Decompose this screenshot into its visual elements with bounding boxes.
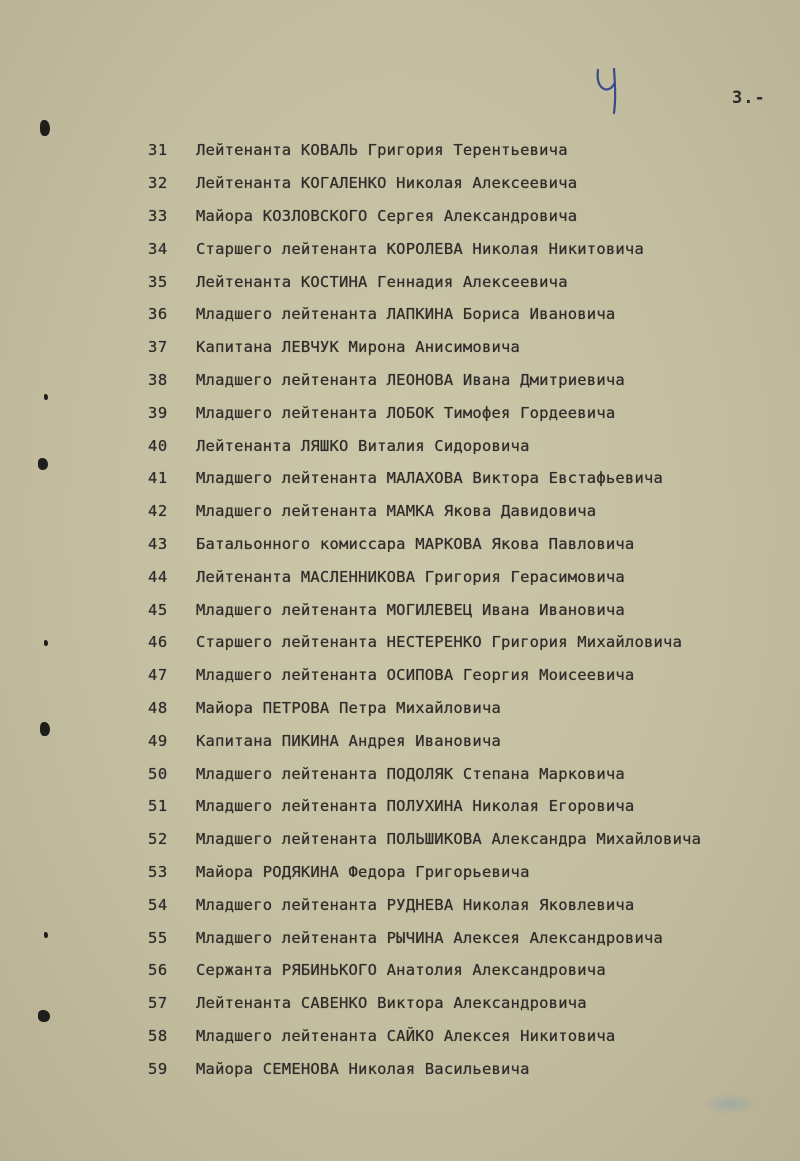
entry-number: 35 xyxy=(148,272,168,291)
list-item xyxy=(148,757,788,790)
entry-number: 49 xyxy=(148,731,168,750)
ink-smudge xyxy=(700,1093,760,1115)
entry-text: Старшего лейтенанта КОРОЛЕВА Николая Никитовича xyxy=(196,239,644,258)
entry-number: 50 xyxy=(148,764,168,783)
entry-text: Младшего лейтенанта ЛЕОНОВА Ивана Дмитриевича xyxy=(196,370,625,389)
page-number: 3.- xyxy=(732,88,766,108)
entry-number: 48 xyxy=(148,698,168,717)
binding-hole-6 xyxy=(44,932,48,938)
binding-hole-5 xyxy=(40,722,50,736)
entry-text: Лейтенанта ЛЯШКО Виталия Сидоровича xyxy=(196,436,530,455)
list-item xyxy=(148,429,788,462)
entry-text: Майора РОДЯКИНА Федора Григорьевича xyxy=(196,862,530,881)
entry-number: 47 xyxy=(148,666,168,685)
entry-number: 36 xyxy=(148,305,168,324)
entry-text: Майора КОЗЛОВСКОГО Сергея Александровича xyxy=(196,206,578,225)
entry-text: Майора ПЕТРОВА Петра Михайловича xyxy=(196,698,502,717)
entry-text: Лейтенанта КОГАЛЕНКО Николая Алексеевича xyxy=(196,174,578,193)
entry-text: Младшего лейтенанта РЫЧИНА Алексея Александровича xyxy=(196,928,664,947)
entry-text: Младшего лейтенанта ОСИПОВА Георгия Моисеевича xyxy=(196,666,635,685)
entry-text: Батальонного комиссара МАРКОВА Якова Павловича xyxy=(196,534,635,553)
list-item xyxy=(148,724,788,757)
entry-number: 59 xyxy=(148,1059,168,1078)
entry-number: 41 xyxy=(148,469,168,488)
entry-text: Младшего лейтенанта ПОЛУХИНА Николая Егоровича xyxy=(196,797,635,816)
entry-text: Младшего лейтенанта МАМКА Якова Давидовича xyxy=(196,502,597,521)
entry-number: 54 xyxy=(148,895,168,914)
list-item xyxy=(148,560,788,593)
entry-number: 40 xyxy=(148,436,168,455)
list-item xyxy=(148,396,788,429)
entry-text: Капитана ЛЕВЧУК Мирона Анисимовича xyxy=(196,338,521,357)
list-item xyxy=(148,200,788,233)
list-item xyxy=(148,856,788,889)
list-item xyxy=(148,987,788,1020)
list-item xyxy=(148,692,788,725)
entry-text: Младшего лейтенанта МОГИЛЕВЕЦ Ивана Ивановича xyxy=(196,600,625,619)
entry-number: 34 xyxy=(148,239,168,258)
entry-number: 51 xyxy=(148,797,168,816)
entry-number: 58 xyxy=(148,1026,168,1045)
list-item xyxy=(148,495,788,528)
entry-text: Лейтенанта КОВАЛЬ Григория Терентьевича xyxy=(196,141,568,160)
list-item xyxy=(148,134,788,167)
list-item xyxy=(148,823,788,856)
entry-text: Лейтенанта МАСЛЕННИКОВА Григория Герасимовича xyxy=(196,567,625,586)
list-item xyxy=(148,593,788,626)
entry-number: 45 xyxy=(148,600,168,619)
entry-number: 31 xyxy=(148,141,168,160)
list-item xyxy=(148,1052,788,1085)
list-item xyxy=(148,790,788,823)
entry-number: 56 xyxy=(148,961,168,980)
entry-number: 38 xyxy=(148,370,168,389)
binding-hole-4 xyxy=(44,640,48,646)
binding-hole-1 xyxy=(40,120,50,136)
entry-list xyxy=(148,134,788,1085)
binding-hole-2 xyxy=(44,394,48,400)
entry-number: 43 xyxy=(148,534,168,553)
list-item xyxy=(148,298,788,331)
entry-text: Младшего лейтенанта САЙКО Алексея Никитовича xyxy=(196,1026,616,1045)
entry-text: Младшего лейтенанта МАЛАХОВА Виктора Евстафьевича xyxy=(196,469,664,488)
list-item xyxy=(148,364,788,397)
entry-number: 53 xyxy=(148,862,168,881)
entry-text: Старшего лейтенанта НЕСТЕРЕНКО Григория Михайловича xyxy=(196,633,683,652)
entry-text: Лейтенанта САВЕНКО Виктора Александровича xyxy=(196,994,587,1013)
entry-number: 42 xyxy=(148,502,168,521)
entry-text: Майора СЕМЕНОВА Николая Васильевича xyxy=(196,1059,530,1078)
entry-number: 39 xyxy=(148,403,168,422)
entry-number: 37 xyxy=(148,338,168,357)
list-item xyxy=(148,232,788,265)
binding-hole-3 xyxy=(38,458,48,470)
entry-text: Младшего лейтенанта ЛОБОК Тимофея Гордеевича xyxy=(196,403,616,422)
entry-text: Сержанта РЯБИНЬКОГО Анатолия Александровича xyxy=(196,961,606,980)
list-item xyxy=(148,528,788,561)
entry-text: Младшего лейтенанта ПОДОЛЯК Степана Марковича xyxy=(196,764,625,783)
list-item xyxy=(148,167,788,200)
entry-text: Капитана ПИКИНА Андрея Ивановича xyxy=(196,731,502,750)
list-item xyxy=(148,921,788,954)
list-item xyxy=(148,265,788,298)
list-item xyxy=(148,954,788,987)
entry-text: Младшего лейтенанта РУДНЕВА Николая Яковлевича xyxy=(196,895,635,914)
entry-number: 57 xyxy=(148,994,168,1013)
handwritten-mark xyxy=(592,66,622,116)
list-item xyxy=(148,462,788,495)
entry-number: 33 xyxy=(148,206,168,225)
list-item xyxy=(148,659,788,692)
list-item xyxy=(148,1020,788,1053)
entry-number: 32 xyxy=(148,174,168,193)
entry-text: Лейтенанта КОСТИНА Геннадия Алексеевича xyxy=(196,272,568,291)
entry-number: 46 xyxy=(148,633,168,652)
entry-number: 52 xyxy=(148,830,168,849)
entry-number: 55 xyxy=(148,928,168,947)
entry-number: 44 xyxy=(148,567,168,586)
entry-text: Младшего лейтенанта ПОЛЬШИКОВА Александра Михайловича xyxy=(196,830,702,849)
list-item xyxy=(148,626,788,659)
entry-text: Младшего лейтенанта ЛАПКИНА Бориса Ивановича xyxy=(196,305,616,324)
list-item xyxy=(148,331,788,364)
list-item xyxy=(148,888,788,921)
binding-hole-7 xyxy=(38,1010,50,1022)
